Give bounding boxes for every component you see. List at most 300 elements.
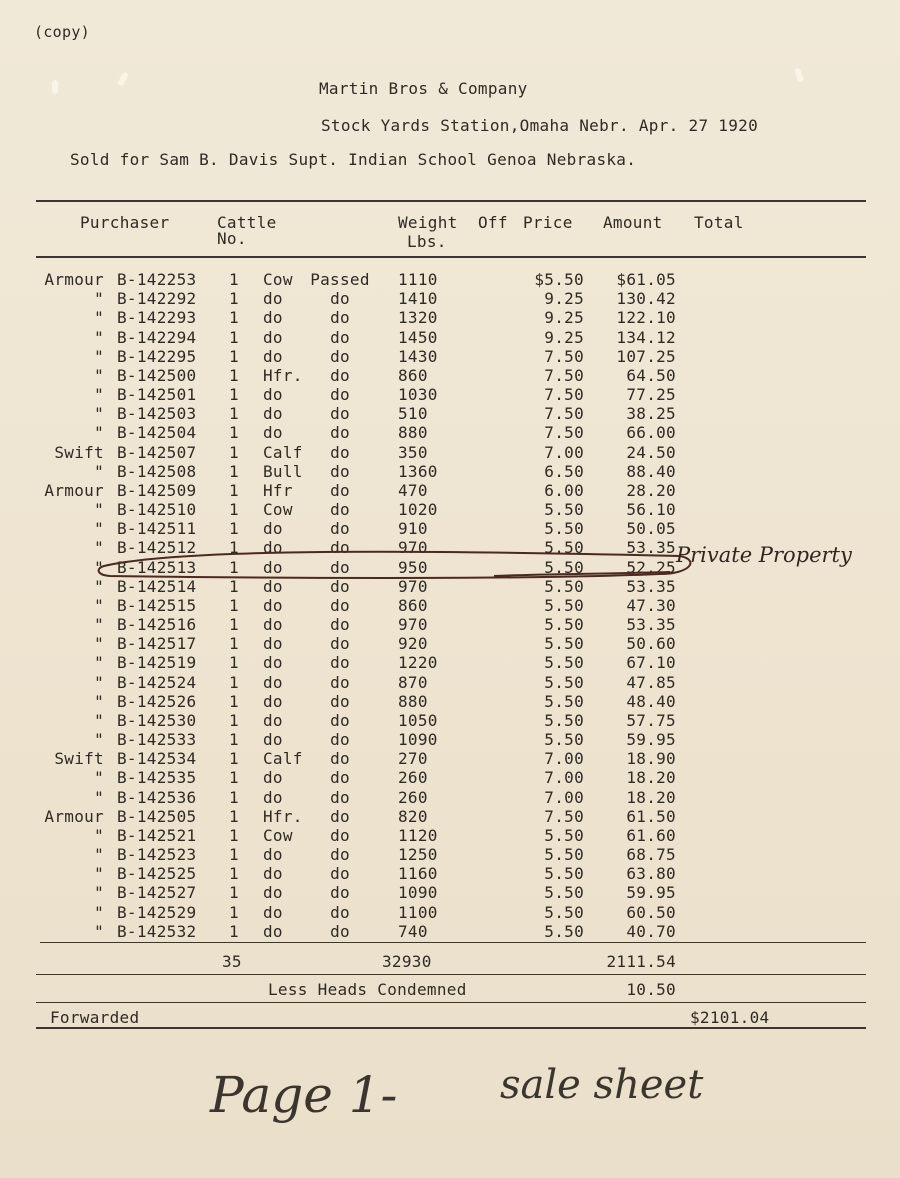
cattle-tag-cell: B-142523 (117, 845, 197, 865)
cattle-tag-cell: B-142516 (117, 615, 197, 635)
inspection-cell: Passed (310, 270, 370, 289)
cattle-tag-cell: B-142503 (117, 404, 197, 424)
purchaser-cell: " (94, 710, 104, 730)
kind-cell: do (263, 710, 283, 730)
weight-cell: 1160 (398, 864, 438, 884)
amount-cell: 56.10 (626, 500, 676, 519)
price-cell: 5.50 (544, 730, 584, 750)
kind-cell: do (263, 595, 283, 615)
col-lbs: Lbs. (407, 232, 447, 251)
inspection-cell: do (330, 883, 350, 903)
location-date: Stock Yards Station,Omaha Nebr. Apr. 27 1920 (321, 116, 759, 135)
margin-note: Private Property (676, 543, 852, 567)
col-purchaser: Purchaser (80, 213, 170, 232)
kind-cell: Cow (263, 825, 293, 845)
less-condemned-label: Less Heads Condemned (268, 980, 467, 999)
kind-cell: do (263, 327, 283, 347)
price-cell: 5.50 (544, 500, 584, 519)
amount-cell: 134.12 (616, 327, 676, 347)
cattle-tag-cell: B-142293 (117, 308, 197, 328)
col-price: Price (523, 213, 573, 232)
amount-cell: 50.60 (626, 634, 676, 654)
purchaser-cell: " (94, 461, 104, 481)
purchaser-cell: " (94, 615, 104, 635)
price-cell: 5.50 (544, 864, 584, 884)
cattle-tag-cell: B-142508 (117, 461, 197, 481)
head-count-cell: 1 (229, 576, 239, 596)
amount-cell: 53.35 (626, 576, 676, 596)
weight-cell: 1120 (398, 825, 438, 845)
inspection-cell: do (330, 691, 350, 711)
inspection-cell: do (330, 500, 350, 519)
copy-label: (copy) (34, 23, 90, 41)
head-count-cell: 1 (229, 653, 239, 673)
purchaser-cell: " (94, 346, 104, 366)
weight-cell: 260 (398, 768, 428, 788)
head-count-cell: 1 (229, 806, 239, 826)
purchaser-cell: " (94, 845, 104, 865)
amount-cell: 59.95 (626, 730, 676, 750)
purchaser-cell: " (94, 691, 104, 711)
inspection-cell: do (330, 557, 350, 577)
cattle-tag-cell: B-142529 (117, 902, 197, 922)
amount-cell: 24.50 (626, 442, 676, 462)
head-count-cell: 1 (229, 461, 239, 481)
weight-cell: 1110 (398, 270, 438, 289)
less-condemned-amount: 10.50 (626, 980, 676, 999)
kind-cell: do (263, 634, 283, 654)
price-cell: 6.50 (544, 461, 584, 481)
head-count-cell: 1 (229, 346, 239, 366)
head-count-cell: 1 (229, 308, 239, 328)
cattle-tag-cell: B-142526 (117, 691, 197, 711)
amount-cell: 66.00 (626, 423, 676, 443)
inspection-cell: do (330, 327, 350, 347)
cattle-tag-cell: B-142514 (117, 576, 197, 596)
amount-cell: 61.60 (626, 825, 676, 845)
inspection-cell: do (330, 442, 350, 462)
amount-cell: $61.05 (616, 270, 676, 289)
weight-cell: 1030 (398, 385, 438, 404)
inspection-cell: do (330, 289, 350, 309)
kind-cell: do (263, 864, 283, 884)
weight-cell: 350 (398, 442, 428, 462)
head-count-cell: 1 (229, 768, 239, 788)
kind-cell: Cow (263, 500, 293, 519)
total-amount: 2111.54 (606, 952, 676, 971)
inspection-cell: do (330, 346, 350, 366)
weight-cell: 1360 (398, 461, 438, 481)
amount-cell: 40.70 (626, 921, 676, 941)
head-count-cell: 1 (229, 825, 239, 845)
cattle-tag-cell: B-142521 (117, 825, 197, 845)
head-count-cell: 1 (229, 538, 239, 558)
purchaser-cell: " (94, 576, 104, 596)
head-count-cell: 1 (229, 442, 239, 462)
purchaser-cell: " (94, 385, 104, 404)
purchaser-cell: Armour (44, 806, 104, 826)
weight-cell: 1220 (398, 653, 438, 673)
price-cell: 7.50 (544, 346, 584, 366)
cattle-tag-cell: B-142536 (117, 787, 197, 807)
weight-cell: 1250 (398, 845, 438, 865)
amount-cell: 59.95 (626, 883, 676, 903)
amount-cell: 130.42 (616, 289, 676, 309)
cattle-tag-cell: B-142519 (117, 653, 197, 673)
weight-cell: 260 (398, 787, 428, 807)
weight-cell: 1430 (398, 346, 438, 366)
kind-cell: do (263, 289, 283, 309)
purchaser-cell: Swift (54, 749, 104, 769)
purchaser-cell: " (94, 825, 104, 845)
purchaser-cell: " (94, 787, 104, 807)
inspection-cell: do (330, 710, 350, 730)
col-no: No. (217, 229, 247, 248)
head-count-cell: 1 (229, 691, 239, 711)
amount-cell: 52.25 (626, 557, 676, 577)
kind-cell: Bull (263, 461, 303, 481)
purchaser-cell: " (94, 730, 104, 750)
cattle-tag-cell: B-142513 (117, 557, 197, 577)
head-count-cell: 1 (229, 921, 239, 941)
price-cell: 5.50 (544, 672, 584, 692)
purchaser-cell: " (94, 883, 104, 903)
inspection-cell: do (330, 902, 350, 922)
purchaser-cell: " (94, 768, 104, 788)
kind-cell: do (263, 423, 283, 443)
cattle-tag-cell: B-142532 (117, 921, 197, 941)
amount-cell: 60.50 (626, 902, 676, 922)
kind-cell: do (263, 672, 283, 692)
kind-cell: do (263, 883, 283, 903)
inspection-cell: do (330, 519, 350, 539)
weight-cell: 970 (398, 615, 428, 635)
head-count-cell: 1 (229, 519, 239, 539)
inspection-cell: do (330, 768, 350, 788)
inspection-cell: do (330, 461, 350, 481)
purchaser-cell: " (94, 365, 104, 385)
inspection-cell: do (330, 385, 350, 404)
kind-cell: do (263, 538, 283, 558)
weight-cell: 860 (398, 365, 428, 385)
weight-cell: 470 (398, 480, 428, 500)
price-cell: 6.00 (544, 480, 584, 500)
purchaser-cell: " (94, 672, 104, 692)
purchaser-cell: " (94, 308, 104, 328)
purchaser-cell: " (94, 902, 104, 922)
sold-for-line: Sold for Sam B. Davis Supt. Indian School Genoa Nebraska. (70, 150, 637, 169)
inspection-cell: do (330, 787, 350, 807)
price-cell: 7.00 (544, 749, 584, 769)
head-count-cell: 1 (229, 864, 239, 884)
head-count-cell: 1 (229, 557, 239, 577)
head-count-cell: 1 (229, 500, 239, 519)
weight-cell: 970 (398, 538, 428, 558)
inspection-cell: do (330, 308, 350, 328)
weight-cell: 880 (398, 691, 428, 711)
head-count-cell: 1 (229, 480, 239, 500)
cattle-tag-cell: B-142505 (117, 806, 197, 826)
weight-cell: 510 (398, 404, 428, 424)
weight-cell: 1450 (398, 327, 438, 347)
weight-cell: 1100 (398, 902, 438, 922)
cattle-tag-cell: B-142295 (117, 346, 197, 366)
weight-cell: 910 (398, 519, 428, 539)
price-cell: 5.50 (544, 691, 584, 711)
amount-cell: 68.75 (626, 845, 676, 865)
head-count-cell: 1 (229, 365, 239, 385)
price-cell: 7.00 (544, 768, 584, 788)
kind-cell: do (263, 691, 283, 711)
kind-cell: do (263, 653, 283, 673)
head-count-cell: 1 (229, 902, 239, 922)
kind-cell: Calf (263, 749, 303, 769)
amount-cell: 47.85 (626, 672, 676, 692)
head-count-cell: 1 (229, 845, 239, 865)
col-weight: Weight (398, 213, 458, 232)
price-cell: 5.50 (544, 883, 584, 903)
weight-cell: 1090 (398, 730, 438, 750)
weight-cell: 270 (398, 749, 428, 769)
purchaser-cell: " (94, 500, 104, 519)
kind-cell: do (263, 519, 283, 539)
amount-cell: 38.25 (626, 404, 676, 424)
price-cell: 5.50 (544, 538, 584, 558)
cattle-tag-cell: B-142517 (117, 634, 197, 654)
cattle-tag-cell: B-142501 (117, 385, 197, 404)
amount-cell: 63.80 (626, 864, 676, 884)
head-count-cell: 1 (229, 749, 239, 769)
price-cell: 7.50 (544, 806, 584, 826)
inspection-cell: do (330, 634, 350, 654)
forwarded-label: Forwarded (50, 1008, 140, 1027)
weight-cell: 870 (398, 672, 428, 692)
company-name: Martin Bros & Company (319, 79, 528, 98)
inspection-cell: do (330, 672, 350, 692)
price-cell: $5.50 (534, 270, 584, 289)
head-count-cell: 1 (229, 270, 239, 289)
purchaser-cell: " (94, 595, 104, 615)
col-total: Total (694, 213, 744, 232)
weight-cell: 860 (398, 595, 428, 615)
cattle-tag-cell: B-142511 (117, 519, 197, 539)
kind-cell: do (263, 921, 283, 941)
price-cell: 5.50 (544, 615, 584, 635)
inspection-cell: do (330, 653, 350, 673)
head-count-cell: 1 (229, 672, 239, 692)
purchaser-cell: " (94, 557, 104, 577)
cattle-tag-cell: B-142515 (117, 595, 197, 615)
kind-cell: do (263, 845, 283, 865)
purchaser-cell: Armour (44, 480, 104, 500)
head-count-cell: 1 (229, 595, 239, 615)
kind-cell: do (263, 385, 283, 404)
head-count-cell: 1 (229, 710, 239, 730)
amount-cell: 48.40 (626, 691, 676, 711)
amount-cell: 107.25 (616, 346, 676, 366)
price-cell: 7.50 (544, 385, 584, 404)
footer-note-page: Page 1- (210, 1066, 398, 1124)
inspection-cell: do (330, 480, 350, 500)
purchaser-cell: " (94, 327, 104, 347)
amount-cell: 61.50 (626, 806, 676, 826)
amount-cell: 53.35 (626, 538, 676, 558)
amount-cell: 47.30 (626, 595, 676, 615)
weight-cell: 1410 (398, 289, 438, 309)
purchaser-cell: " (94, 538, 104, 558)
cattle-tag-cell: B-142253 (117, 270, 197, 289)
price-cell: 5.50 (544, 710, 584, 730)
amount-cell: 64.50 (626, 365, 676, 385)
price-cell: 5.50 (544, 595, 584, 615)
price-cell: 7.50 (544, 423, 584, 443)
cattle-tag-cell: B-142534 (117, 749, 197, 769)
head-count-cell: 1 (229, 423, 239, 443)
head-count-cell: 1 (229, 327, 239, 347)
inspection-cell: do (330, 423, 350, 443)
head-count-cell: 1 (229, 615, 239, 635)
inspection-cell: do (330, 615, 350, 635)
kind-cell: do (263, 576, 283, 596)
kind-cell: do (263, 308, 283, 328)
inspection-cell: do (330, 576, 350, 596)
price-cell: 9.25 (544, 327, 584, 347)
kind-cell: do (263, 557, 283, 577)
head-count-cell: 1 (229, 385, 239, 404)
amount-cell: 122.10 (616, 308, 676, 328)
weight-cell: 880 (398, 423, 428, 443)
cattle-tag-cell: B-142524 (117, 672, 197, 692)
purchaser-cell: Swift (54, 442, 104, 462)
col-off: Off (478, 213, 508, 232)
inspection-cell: do (330, 404, 350, 424)
inspection-cell: do (330, 825, 350, 845)
inspection-cell: do (330, 864, 350, 884)
head-count-cell: 1 (229, 289, 239, 309)
weight-cell: 970 (398, 576, 428, 596)
price-cell: 7.50 (544, 404, 584, 424)
inspection-cell: do (330, 806, 350, 826)
amount-cell: 53.35 (626, 615, 676, 635)
head-count-cell: 1 (229, 883, 239, 903)
price-cell: 5.50 (544, 902, 584, 922)
total-weight: 32930 (382, 952, 432, 971)
cattle-tag-cell: B-142509 (117, 480, 197, 500)
weight-cell: 1090 (398, 883, 438, 903)
inspection-cell: do (330, 595, 350, 615)
head-count-cell: 1 (229, 787, 239, 807)
weight-cell: 920 (398, 634, 428, 654)
price-cell: 5.50 (544, 653, 584, 673)
kind-cell: do (263, 768, 283, 788)
weight-cell: 820 (398, 806, 428, 826)
weight-cell: 1020 (398, 500, 438, 519)
cattle-tag-cell: B-142500 (117, 365, 197, 385)
price-cell: 5.50 (544, 634, 584, 654)
cattle-tag-cell: B-142507 (117, 442, 197, 462)
price-cell: 7.00 (544, 442, 584, 462)
kind-cell: do (263, 404, 283, 424)
price-cell: 7.50 (544, 365, 584, 385)
inspection-cell: do (330, 749, 350, 769)
amount-cell: 18.20 (626, 787, 676, 807)
cattle-tag-cell: B-142530 (117, 710, 197, 730)
price-cell: 5.50 (544, 845, 584, 865)
purchaser-cell: " (94, 653, 104, 673)
amount-cell: 77.25 (626, 385, 676, 404)
cattle-tag-cell: B-142294 (117, 327, 197, 347)
purchaser-cell: " (94, 921, 104, 941)
purchaser-cell: Armour (44, 270, 104, 289)
kind-cell: do (263, 902, 283, 922)
kind-cell: do (263, 787, 283, 807)
col-cattle: Cattle (217, 213, 277, 232)
cattle-tag-cell: B-142512 (117, 538, 197, 558)
amount-cell: 18.20 (626, 768, 676, 788)
kind-cell: Hfr. (263, 365, 303, 385)
amount-cell: 50.05 (626, 519, 676, 539)
inspection-cell: do (330, 365, 350, 385)
amount-cell: 88.40 (626, 461, 676, 481)
head-count-cell: 1 (229, 404, 239, 424)
cattle-tag-cell: B-142527 (117, 883, 197, 903)
inspection-cell: do (330, 845, 350, 865)
purchaser-cell: " (94, 864, 104, 884)
purchaser-cell: " (94, 519, 104, 539)
amount-cell: 18.90 (626, 749, 676, 769)
purchaser-cell: " (94, 423, 104, 443)
weight-cell: 950 (398, 557, 428, 577)
weight-cell: 1050 (398, 710, 438, 730)
inspection-cell: do (330, 921, 350, 941)
kind-cell: do (263, 346, 283, 366)
kind-cell: Calf (263, 442, 303, 462)
price-cell: 5.50 (544, 921, 584, 941)
purchaser-cell: " (94, 404, 104, 424)
head-count-cell: 1 (229, 730, 239, 750)
inspection-cell: do (330, 538, 350, 558)
inspection-cell: do (330, 730, 350, 750)
kind-cell: do (263, 730, 283, 750)
weight-cell: 1320 (398, 308, 438, 328)
price-cell: 9.25 (544, 289, 584, 309)
kind-cell: Cow (263, 270, 293, 289)
kind-cell: do (263, 615, 283, 635)
total-head-count: 35 (222, 952, 242, 971)
cattle-tag-cell: B-142510 (117, 500, 197, 519)
price-cell: 5.50 (544, 519, 584, 539)
amount-cell: 67.10 (626, 653, 676, 673)
price-cell: 7.00 (544, 787, 584, 807)
amount-cell: 57.75 (626, 710, 676, 730)
price-cell: 5.50 (544, 825, 584, 845)
purchaser-cell: " (94, 634, 104, 654)
kind-cell: Hfr (263, 480, 293, 500)
cattle-tag-cell: B-142292 (117, 289, 197, 309)
cattle-tag-cell: B-142535 (117, 768, 197, 788)
weight-cell: 740 (398, 921, 428, 941)
kind-cell: Hfr. (263, 806, 303, 826)
col-amount: Amount (603, 213, 663, 232)
cattle-tag-cell: B-142525 (117, 864, 197, 884)
cattle-tag-cell: B-142533 (117, 730, 197, 750)
forwarded-amount: $2101.04 (690, 1008, 770, 1027)
price-cell: 5.50 (544, 557, 584, 577)
purchaser-cell: " (94, 289, 104, 309)
footer-note-sale-sheet: sale sheet (500, 1062, 704, 1108)
price-cell: 9.25 (544, 308, 584, 328)
price-cell: 5.50 (544, 576, 584, 596)
